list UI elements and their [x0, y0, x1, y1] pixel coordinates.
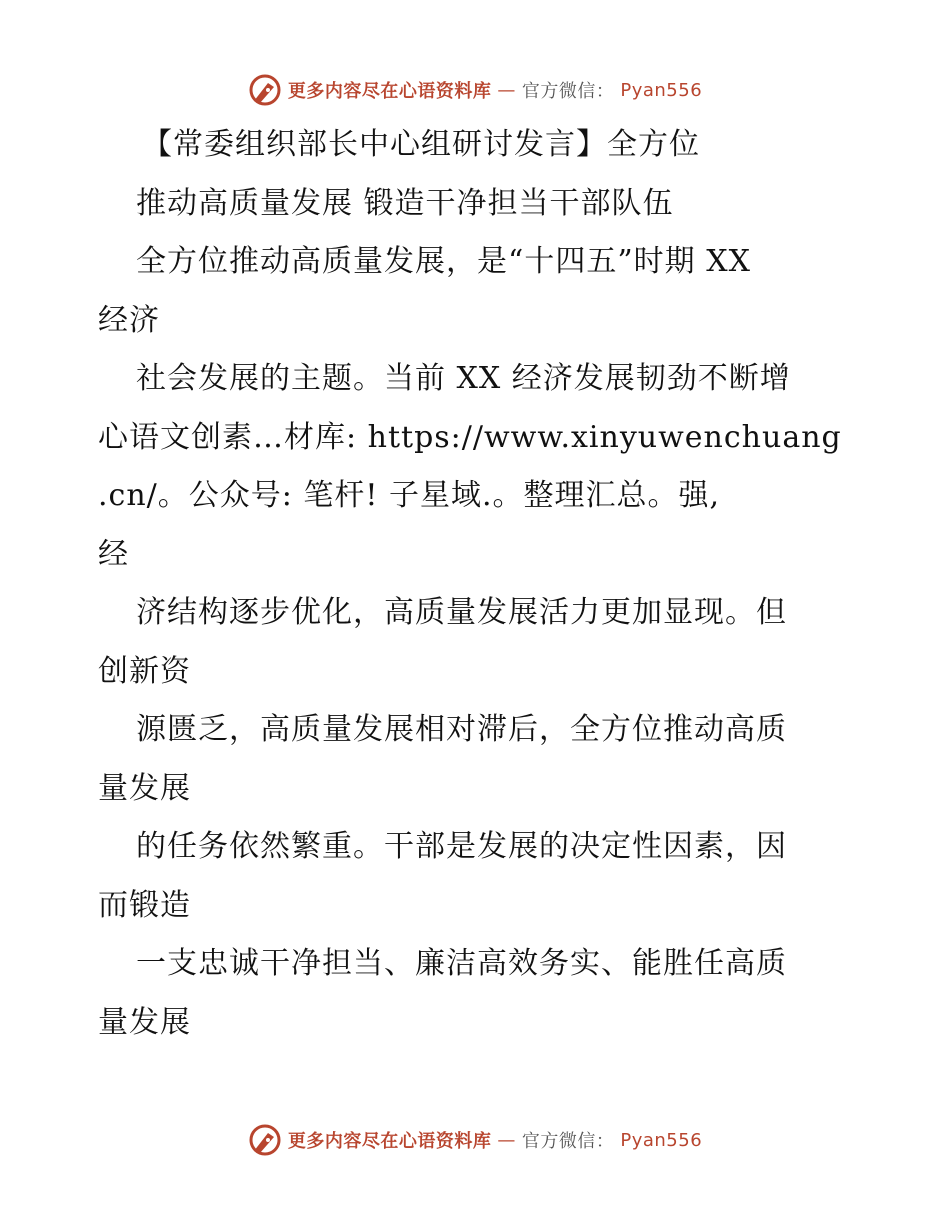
header-banner: [0, 70, 950, 110]
document-title-line-2: 推动高质量发展 锻造干净担当干部队伍: [136, 185, 674, 221]
paragraph-line: 经济: [98, 302, 160, 338]
paragraph-line: 全方位推动高质量发展，是“十四五”时期 XX: [136, 244, 751, 279]
banner-wechat-label: 官方微信：: [521, 1131, 615, 1152]
paragraph-line: 社会发展的主题。当前 XX 经济发展韧劲不断增: [136, 361, 791, 396]
paragraph-line: 而锻造: [98, 887, 191, 923]
document-title-line-1: 【常委组织部长中心组研讨发言】全方位: [142, 127, 700, 162]
banner-text: 更多内容尽在心语资料库: [287, 81, 492, 102]
paragraph-line: 心语文创素…材库: https://www.xinyuwenchuang: [98, 419, 842, 455]
banner-dash: —: [497, 79, 516, 101]
banner-dash: —: [497, 1129, 516, 1151]
footer-banner: [0, 1120, 950, 1160]
pen-nib-logo-icon: [248, 1123, 282, 1157]
banner-wechat-id: Pyan556: [620, 79, 703, 101]
paragraph-line: 量发展: [98, 1004, 191, 1040]
paragraph-line: 一支忠诚干净担当、廉洁高效务实、能胜任高质: [136, 946, 787, 981]
paragraph-line: 的任务依然繁重。干部是发展的决定性因素，因: [136, 829, 787, 864]
paragraph-line: 济结构逐步优化，高质量发展活力更加显现。但: [136, 595, 787, 630]
pen-nib-logo-icon: [248, 73, 282, 107]
document-body: [98, 116, 858, 1052]
paragraph-line: 创新资: [98, 653, 191, 689]
banner-wechat-id: Pyan556: [620, 1129, 703, 1151]
paragraph-line: 经: [98, 536, 129, 572]
paragraph-line: 源匮乏，高质量发展相对滞后，全方位推动高质: [136, 712, 787, 747]
paragraph-line: 量发展: [98, 770, 191, 806]
banner-wechat-label: 官方微信：: [521, 81, 615, 102]
banner-text: 更多内容尽在心语资料库: [287, 1131, 492, 1152]
paragraph-line: .cn/。公众号: 笔杆! 子星域.。整理汇总。强,: [98, 478, 721, 513]
